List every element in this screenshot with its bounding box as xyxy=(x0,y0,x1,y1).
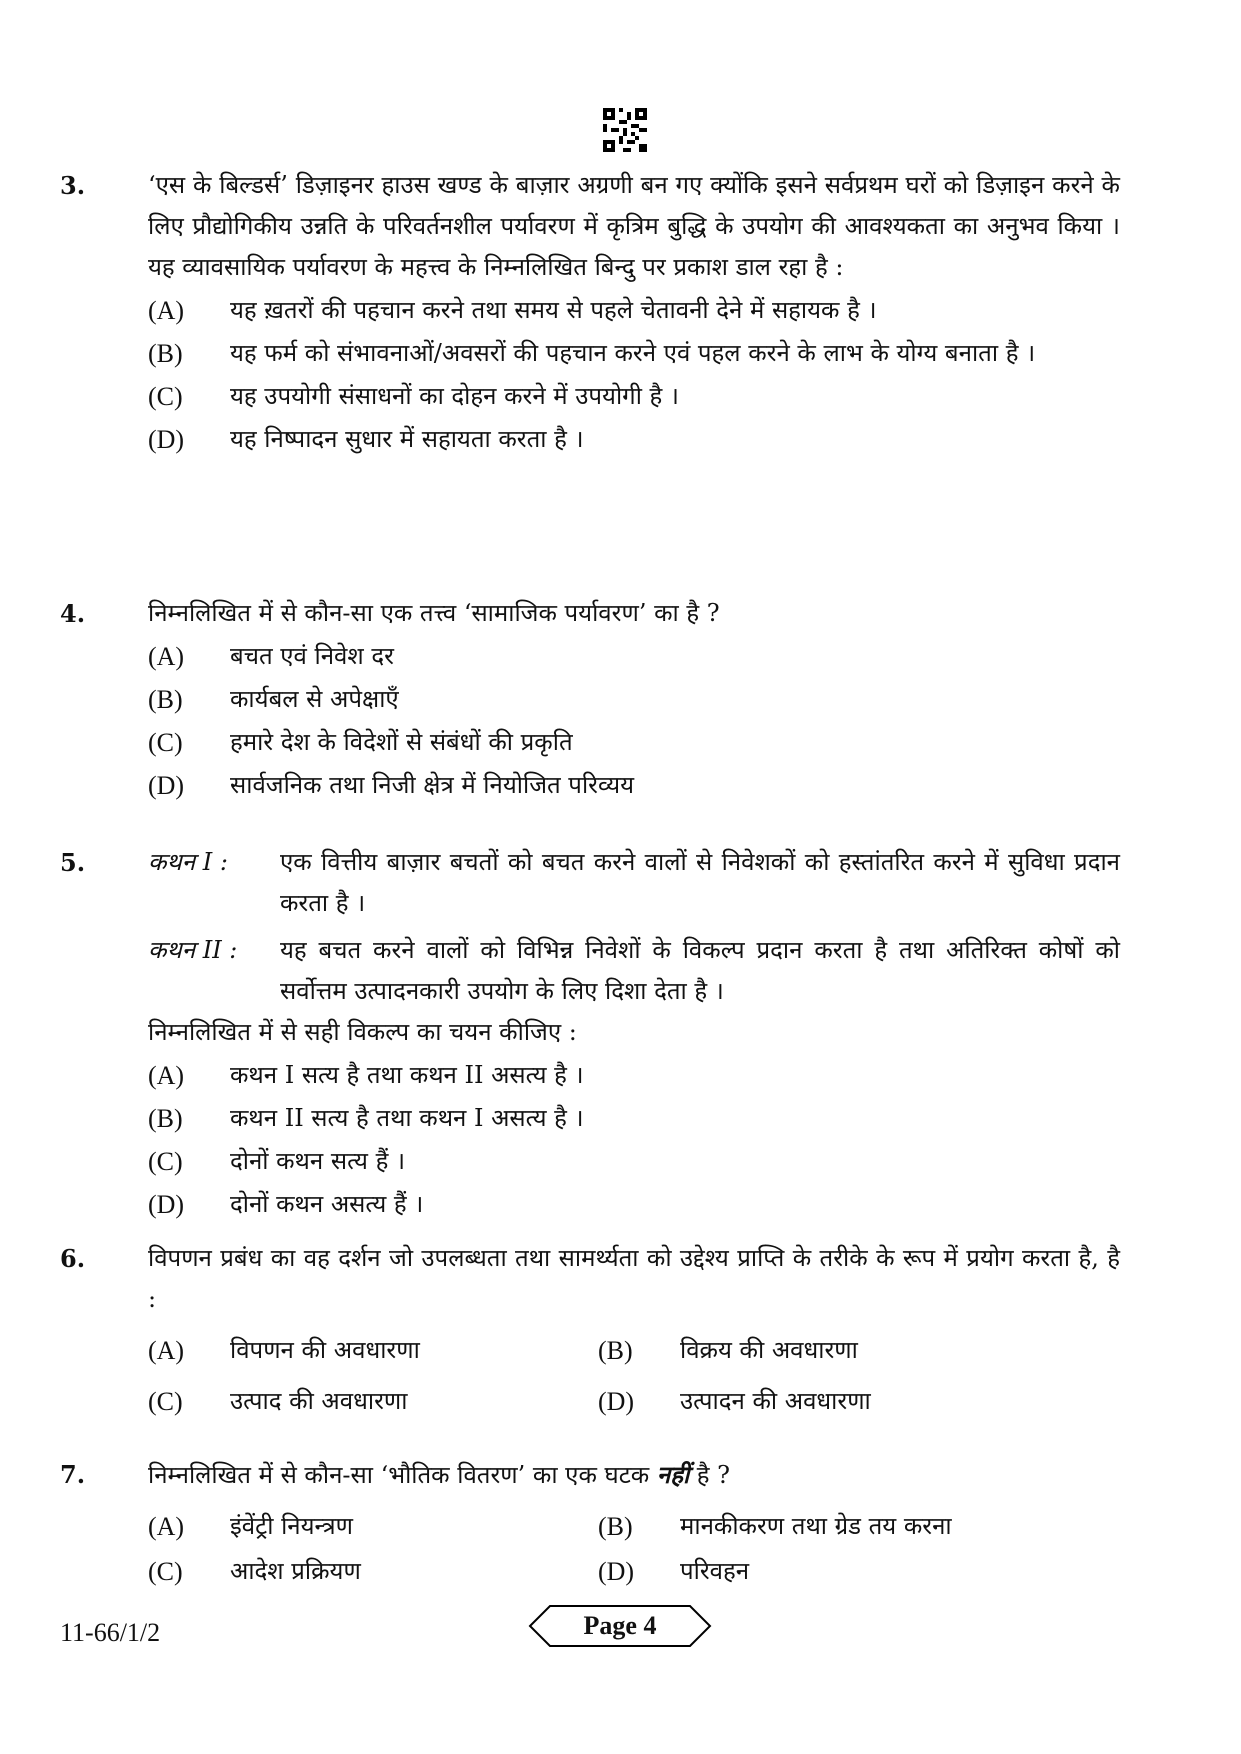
option-label: (B) xyxy=(148,685,183,714)
option-a xyxy=(148,1506,598,1547)
option-label: (D) xyxy=(598,1557,635,1586)
question-text: ‘एस के बिल्डर्स’ डिज़ाइनर हाउस खण्ड के बाज़ार अग्रणी बन गए क्योंकि इसने सर्वप्रथम घरों को डिज़ाइन करने के लिए प्रौद्योगिकीय उन्नति के परिवर्तनशील पर्यावरण में कृत्रिम बुद्धि के उपयोग की आवश्यकता का अनुभव किया । यह व्यावसायिक पर्यावरण के महत्त्व के निम्नलिखित बिन्दु पर प्रकाश डाल रहा है : xyxy=(148,171,1120,281)
option-c xyxy=(148,1551,598,1592)
option-label: (C) xyxy=(148,382,183,411)
option-label: (D) xyxy=(148,771,185,800)
statement-2 xyxy=(148,930,1120,1012)
option-text: विपणन की अवधारणा xyxy=(230,1336,420,1364)
option-text: कथन II सत्य है तथा कथन I असत्य है । xyxy=(230,1104,584,1132)
option-text: सार्वजनिक तथा निजी क्षेत्र में नियोजित परिव्यय xyxy=(230,771,635,799)
option-d xyxy=(598,1551,1048,1592)
option-label: (B) xyxy=(148,339,183,368)
option-d xyxy=(598,1381,1048,1422)
paper-code: 11-66/1/2 xyxy=(60,1618,161,1647)
statement-label: कथन II : xyxy=(148,936,238,964)
option-b xyxy=(598,1506,1048,1547)
option-text: कार्यबल से अपेक्षाएँ xyxy=(230,685,399,713)
option-a xyxy=(148,290,1120,331)
question-4 xyxy=(60,593,1120,806)
option-label: (D) xyxy=(148,1190,185,1219)
option-text: उत्पादन की अवधारणा xyxy=(680,1387,871,1415)
option-c xyxy=(148,376,1120,417)
question-text xyxy=(148,1454,1120,1496)
question-number: 3. xyxy=(60,171,86,200)
option-text: कथन I सत्य है तथा कथन II असत्य है । xyxy=(230,1061,584,1089)
option-text: विक्रय की अवधारणा xyxy=(680,1336,858,1364)
option-text: दोनों कथन असत्य हैं । xyxy=(230,1190,424,1218)
option-b xyxy=(148,679,1120,720)
statement-label: कथन I : xyxy=(148,848,228,876)
option-c xyxy=(148,722,1120,763)
option-a xyxy=(148,636,1120,677)
question-number: 6. xyxy=(60,1244,86,1273)
statement-text: एक वित्तीय बाज़ार बचतों को बचत करने वालों से निवेशकों को हस्तांतरित करने में सुविधा प्रदान करता है । xyxy=(280,848,1120,917)
question-prompt: निम्नलिखित में से सही विकल्प का चयन कीजिए : xyxy=(148,1018,577,1046)
option-d xyxy=(148,765,1120,806)
page-number-badge xyxy=(528,1604,712,1648)
option-a xyxy=(148,1330,598,1371)
option-a xyxy=(148,1055,1120,1096)
option-label: (A) xyxy=(148,296,185,325)
question-text-before: निम्नलिखित में से कौन-सा ‘भौतिक वितरण’ का एक घटक xyxy=(148,1461,650,1489)
question-number: 5. xyxy=(60,848,86,877)
option-c xyxy=(148,1141,1120,1182)
option-text: मानकीकरण तथा ग्रेड तय करना xyxy=(680,1512,952,1540)
question-text-emphasis: नहीं xyxy=(656,1460,690,1489)
option-text: दोनों कथन सत्य हैं । xyxy=(230,1147,406,1175)
option-text: यह निष्पादन सुधार में सहायता करता है । xyxy=(230,425,584,453)
option-label: (B) xyxy=(148,1104,183,1133)
question-number: 7. xyxy=(60,1460,86,1489)
option-b xyxy=(148,333,1120,374)
option-label: (A) xyxy=(148,1512,185,1541)
option-d xyxy=(148,419,1120,460)
option-label: (C) xyxy=(148,1557,183,1586)
question-7 xyxy=(60,1454,1120,1592)
question-5 xyxy=(60,842,1120,1225)
statement-text: यह बचत करने वालों को विभिन्न निवेशों के विकल्प प्रदान करता है तथा अतिरिक्त कोषों को सर्वोत्तम उत्पादनकारी उपयोग के लिए दिशा देता है । xyxy=(280,936,1120,1005)
option-label: (C) xyxy=(148,728,183,757)
option-text: परिवहन xyxy=(680,1557,750,1585)
question-text-after: है ? xyxy=(696,1461,731,1489)
option-label: (C) xyxy=(148,1147,183,1176)
option-text: उत्पाद की अवधारणा xyxy=(230,1387,408,1415)
question-text: विपणन प्रबंध का वह दर्शन जो उपलब्धता तथा सामर्थ्यता को उद्देश्य प्राप्ति के तरीके के रूप में प्रयोग करता है, है : xyxy=(148,1244,1120,1313)
option-text: यह फर्म को संभावनाओं/अवसरों की पहचान करने एवं पहल करने के लाभ के योग्य बनाता है । xyxy=(230,339,1036,367)
option-text: हमारे देश के विदेशों से संबंधों की प्रकृति xyxy=(230,728,573,756)
option-text: यह उपयोगी संसाधनों का दोहन करने में उपयोगी है । xyxy=(230,382,680,410)
option-text: बचत एवं निवेश दर xyxy=(230,642,394,670)
option-label: (B) xyxy=(598,1336,633,1365)
option-label: (B) xyxy=(598,1512,633,1541)
question-number: 4. xyxy=(60,599,86,628)
qr-code xyxy=(603,108,647,152)
option-text: आदेश प्रक्रियण xyxy=(230,1557,361,1585)
question-text: निम्नलिखित में से कौन-सा एक तत्त्व ‘सामाजिक पर्यावरण’ का है ? xyxy=(148,599,720,627)
option-label: (A) xyxy=(148,1336,185,1365)
page-number: Page 4 xyxy=(583,1611,657,1640)
option-c xyxy=(148,1381,598,1422)
option-label: (A) xyxy=(148,642,185,671)
statement-1 xyxy=(148,842,1120,924)
option-d xyxy=(148,1184,1120,1225)
option-label: (C) xyxy=(148,1387,183,1416)
question-6 xyxy=(60,1238,1120,1422)
option-text: यह ख़तरों की पहचान करने तथा समय से पहले चेतावनी देने में सहायक है । xyxy=(230,296,877,324)
option-b xyxy=(148,1098,1120,1139)
option-label: (D) xyxy=(598,1387,635,1416)
question-3 xyxy=(60,165,1120,460)
option-label: (A) xyxy=(148,1061,185,1090)
option-b xyxy=(598,1330,1048,1371)
option-text: इंवेंट्री नियन्त्रण xyxy=(230,1512,353,1540)
option-label: (D) xyxy=(148,425,185,454)
